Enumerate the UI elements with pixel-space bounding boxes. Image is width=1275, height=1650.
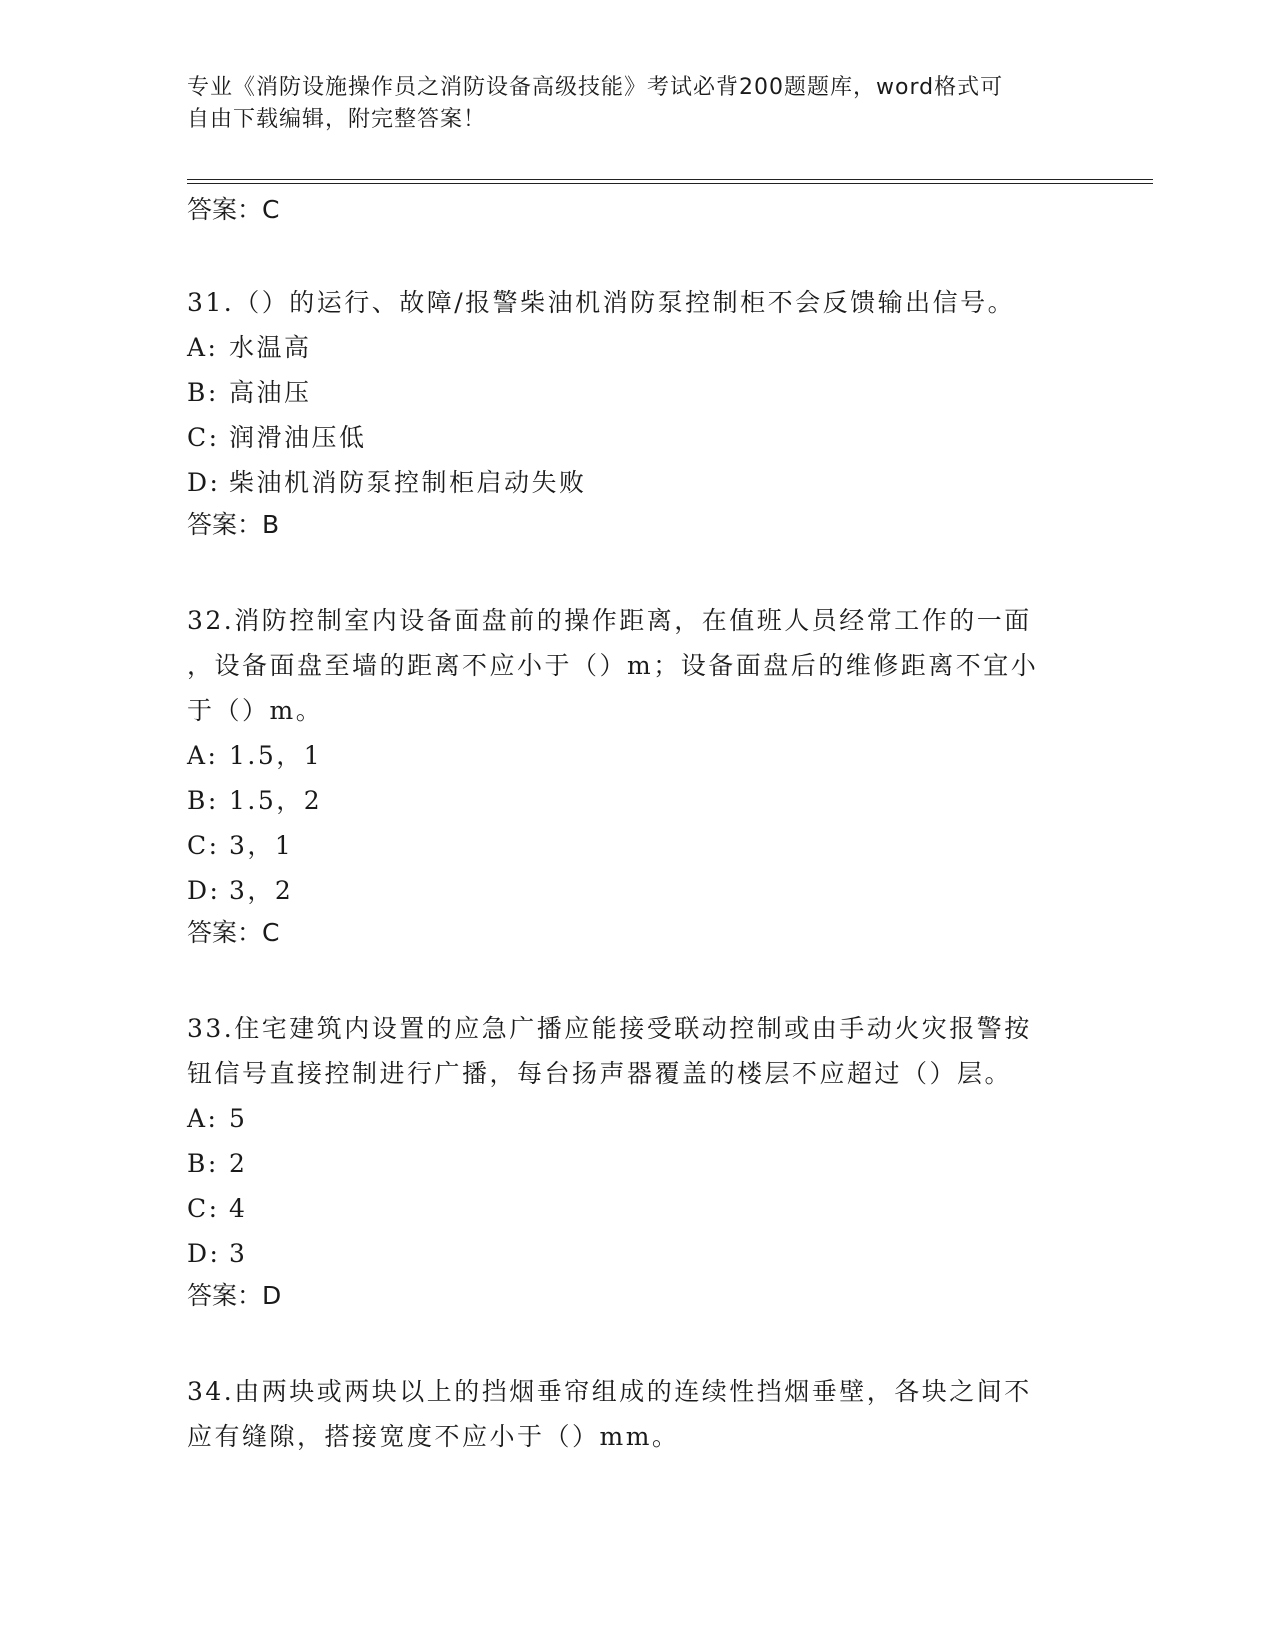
option-c: [187, 823, 1087, 868]
option-text: 1.5，2: [229, 786, 323, 815]
option-a: [187, 733, 1087, 778]
question-33: [187, 1006, 1087, 1316]
question-text: [187, 280, 1087, 325]
previous-answer: 答案：C: [187, 195, 280, 224]
option-d: [187, 460, 1087, 505]
option-label: A:: [187, 741, 219, 770]
question-34: [187, 1369, 1087, 1459]
option-a: [187, 1096, 1087, 1141]
option-label: C:: [187, 423, 220, 452]
option-label: A:: [187, 1104, 219, 1133]
question-line: 于（）m。: [187, 696, 324, 725]
option-text: 3: [229, 1239, 248, 1268]
option-text: 4: [229, 1194, 248, 1223]
option-label: D:: [187, 1239, 221, 1268]
option-text: 水温高: [229, 333, 312, 362]
option-label: B:: [187, 1149, 219, 1178]
option-b: [187, 370, 1087, 415]
option-c: [187, 415, 1087, 460]
option-label: D:: [187, 468, 221, 497]
header-divider-bottom: [187, 183, 1153, 184]
question-text: [187, 1369, 1087, 1459]
question-line: 应有缝隙，搭接宽度不应小于（）mm。: [187, 1422, 680, 1451]
question-line: 33.住宅建筑内设置的应急广播应能接受联动控制或由手动火灾报警按: [187, 1014, 1032, 1043]
header-line-1: 专业《消防设施操作员之消防设备高级技能》考试必背200题题库，word格式可: [187, 75, 1004, 100]
option-label: B:: [187, 786, 219, 815]
option-text: 5: [229, 1104, 248, 1133]
option-d: [187, 868, 1087, 913]
answer: 答案：D: [187, 1281, 282, 1310]
option-d: [187, 1231, 1087, 1276]
option-text: 3，1: [229, 831, 294, 860]
option-text: 柴油机消防泵控制柜启动失败: [229, 468, 587, 497]
option-label: D:: [187, 876, 221, 905]
question-text: [187, 598, 1087, 733]
question-line: 32.消防控制室内设备面盘前的操作距离，在值班人员经常工作的一面: [187, 606, 1032, 635]
option-text: 2: [229, 1149, 248, 1178]
question-list: [187, 190, 1087, 1459]
question-line: 34.由两块或两块以上的挡烟垂帘组成的连续性挡烟垂壁，各块之间不: [187, 1377, 1032, 1406]
option-text: 1.5，1: [229, 741, 323, 770]
option-label: B:: [187, 378, 219, 407]
option-text: 润滑油压低: [229, 423, 367, 452]
option-c: [187, 1186, 1087, 1231]
question-32: [187, 598, 1087, 953]
option-label: C:: [187, 831, 220, 860]
question-text: [187, 1006, 1087, 1096]
question-line: 钮信号直接控制进行广播，每台扬声器覆盖的楼层不应超过（）层。: [187, 1059, 1013, 1088]
option-text: 3，2: [229, 876, 294, 905]
option-a: [187, 325, 1087, 370]
answer: 答案：B: [187, 510, 280, 539]
option-label: C:: [187, 1194, 220, 1223]
answer: 答案：C: [187, 918, 280, 947]
header-divider-top: [187, 179, 1153, 180]
option-text: 高油压: [229, 378, 312, 407]
option-b: [187, 778, 1087, 823]
question-line: 31.（）的运行、故障/报警柴油机消防泵控制柜不会反馈输出信号。: [187, 288, 1016, 317]
question-31: [187, 280, 1087, 545]
option-label: A:: [187, 333, 219, 362]
header-line-2: 自由下载编辑，附完整答案！: [187, 107, 487, 132]
option-b: [187, 1141, 1087, 1186]
document-header: [187, 72, 1067, 136]
question-line: ，设备面盘至墙的距离不应小于（）m；设备面盘后的维修距离不宜小: [187, 651, 1039, 680]
